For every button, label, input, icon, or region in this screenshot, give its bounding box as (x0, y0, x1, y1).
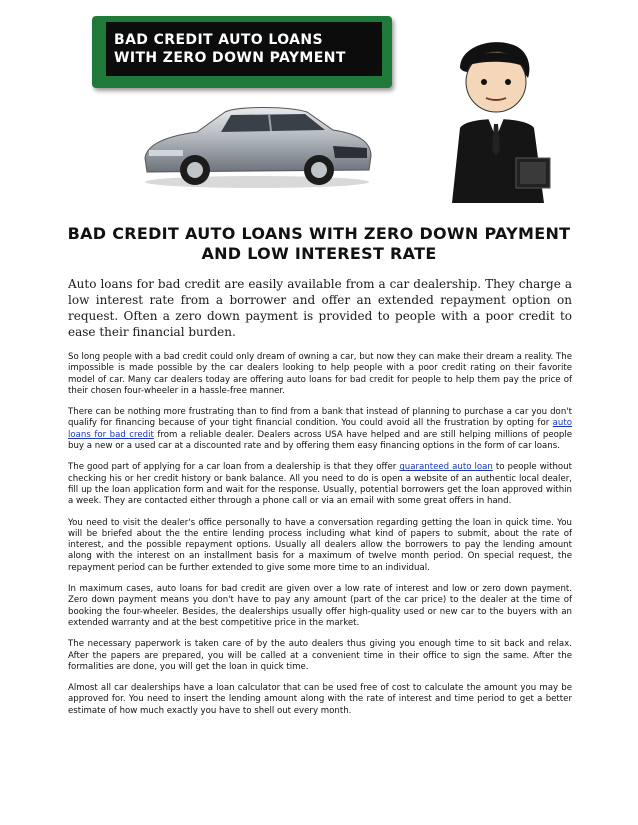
banner-chalkboard (106, 22, 382, 76)
paragraph-2-text-a: There can be nothing more frustrating than to find from a bank that instead of planning to purchase a car you don't qualify for financing because of your tight financial condition. You could avoid all the frustration by opting for (68, 407, 572, 429)
banner-board (92, 16, 392, 88)
paragraph-6: The necessary paperwork is taken care of by the auto dealers thus giving you enough time to sit back and relax. After the papers are prepared, you will be called at a convenient time in their office to sign the same. After the formalities are done, you will get the loan in quick time. (68, 639, 572, 672)
paragraph-2 (68, 407, 572, 452)
paragraph-2-text-b: from a reliable dealer. Dealers across USA have helped and are still helping millions of people buy a new or a used car at a discounted rate and by offering them easy financing options in the form of car loans. (68, 429, 573, 452)
article-body (68, 352, 572, 727)
paragraph-4: You need to visit the dealer's office personally to have a conversation regarding getting the loan in quick time. You will be briefed about the the entire lending process including what kind of papers to submit, about the rate of interest, and the possible repayment options. Usually all dealers allow the borrowers to pay the lending amount along with the interest on an installment basis for a maximum of twelve month period. On special request, the repayment period can be further extended to give some more time to an individual. (68, 517, 572, 573)
paragraph-3 (68, 462, 572, 507)
car-image (137, 100, 377, 190)
hero-illustration (82, 8, 560, 198)
paragraph-7: Almost all car dealerships have a loan calculator that can be used free of cost to calculate the amount you may be approved for. You need to insert the lending amount along with the rate of interest and time period to get a better estimate of how much exactly you have to shell out every month. (68, 683, 572, 716)
page-title: BAD CREDIT AUTO LOANS WITH ZERO DOWN PAYMENT AND LOW INTEREST RATE (67, 224, 571, 263)
paragraph-5: In maximum cases, auto loans for bad credit are given over a low rate of interest and low or zero down payment. Zero down payment means you don't have to pay any amount (part of the car price) to the dealer at the time of booking the four-wheeler. Besides, the dealerships usually offer high-quality used or new car to the buyers with an extended warranty and at the best competitive price in the market. (68, 584, 572, 628)
businessman-image (432, 38, 562, 203)
paragraph-1: So long people with a bad credit could only dream of owning a car, but now they can make their dream a reality. The impossible is made possible by the car dealers looking to help people with a poor credit rating on their favorite model of car. Many car dealers today are offering auto loans for bad credit for people to help them pay the price of their chosen four-wheeler in a hassle-free manner. (68, 352, 572, 396)
intro-paragraph: Auto loans for bad credit are easily available from a car dealership. They charge a low interest rate from a borrower and offer an extended repayment option on request. Often a zero down payment is provided to people with a poor credit to ease their financial burden. (68, 277, 572, 339)
paragraph-3-text-b: to people without checking his or her credit history or bank balance. All you need to do is open a website of an authentic local dealer, fill up the loan application form and wait for the response. Usually, potential borrowers get the loan approved within a week. They are contacted either through a phone call or via an email with some great offers in hand. (68, 462, 572, 507)
banner-line-1: BAD CREDIT AUTO LOANS (114, 32, 323, 48)
paragraph-3-text-a: The good part of applying for a car loan from a dealership is that they offer (68, 462, 400, 473)
auto-loans-bad-credit-link[interactable]: auto loans for bad credit (68, 418, 572, 440)
banner-line-2: WITH ZERO DOWN PAYMENT (114, 50, 346, 66)
guaranteed-auto-loan-link[interactable]: guaranteed auto loan (399, 462, 493, 473)
